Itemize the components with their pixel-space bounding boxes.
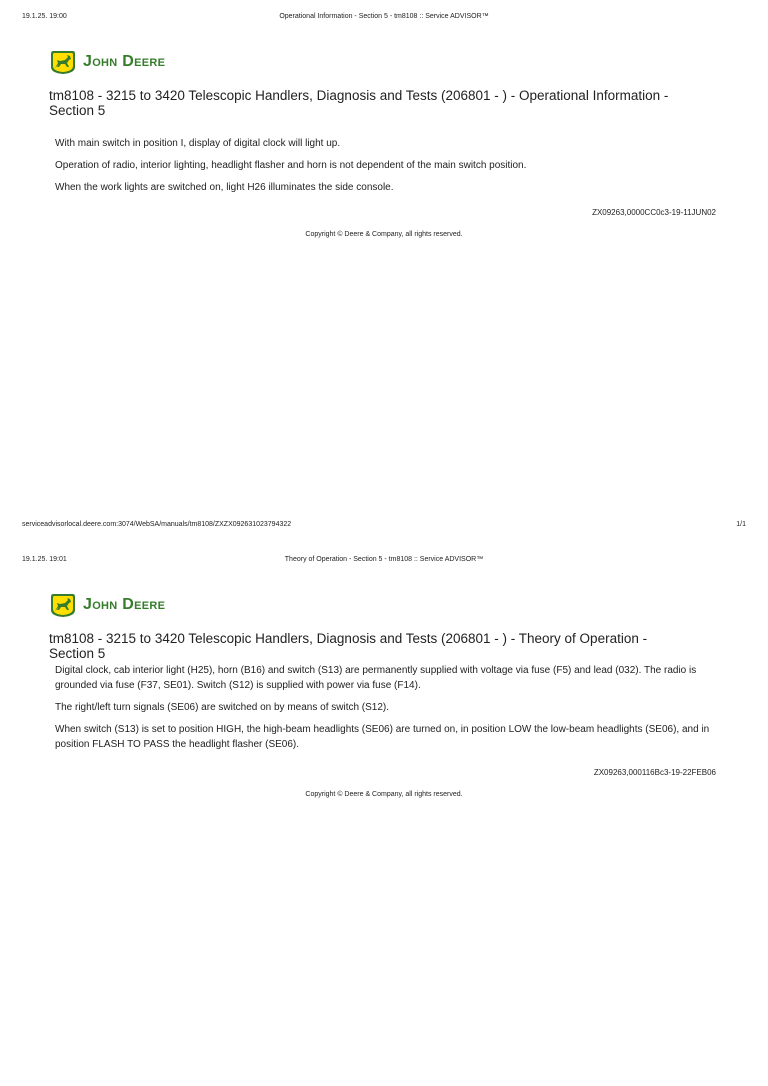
print-header bbox=[22, 13, 746, 23]
paragraph: Operation of radio, interior lighting, headlight flasher and horn is not dependent of the main switch position. bbox=[55, 160, 527, 171]
deer-logo-icon bbox=[49, 48, 77, 76]
paragraph: Digital clock, cab interior light (H25), horn (B16) and switch (S13) are permanently supplied with voltage via fuse (F5) and lead (032). The radio is grounded via fuse (F37, SE01). Switch (S12) is supplied with power via fuse (F14). bbox=[55, 665, 697, 691]
john-deere-logo[interactable] bbox=[49, 48, 165, 76]
content-body bbox=[55, 136, 718, 202]
john-deere-logo[interactable] bbox=[49, 591, 165, 619]
print-page-title: Operational Information - Section 5 - tm8108 :: Service ADVISOR™ bbox=[279, 13, 489, 20]
print-page-2 bbox=[0, 543, 768, 1086]
deer-logo-icon bbox=[49, 591, 77, 619]
footer-url[interactable]: serviceadvisorlocal.deere.com:3074/WebSA/manuals/tm8108/ZXZX092631023794322 bbox=[22, 521, 292, 528]
document-title: tm8108 - 3215 to 3420 Telescopic Handlers, Diagnosis and Tests (206801 - ) - Theory of Operation - Section 5 bbox=[49, 631, 648, 661]
copyright-notice: Copyright © Deere & Company, all rights reserved. bbox=[305, 791, 463, 798]
brand-name: John Deere bbox=[83, 596, 166, 613]
document-title: tm8108 - 3215 to 3420 Telescopic Handlers, Diagnosis and Tests (206801 - ) - Operational Information - Section 5 bbox=[49, 88, 669, 118]
paragraph: The right/left turn signals (SE06) are switched on by means of switch (S12). bbox=[55, 702, 390, 713]
brand-name: John Deere bbox=[83, 53, 166, 70]
copyright-notice: Copyright © Deere & Company, all rights reserved. bbox=[305, 231, 463, 238]
paragraph: When the work lights are switched on, light H26 illuminates the side console. bbox=[55, 182, 394, 193]
print-page-title: Theory of Operation - Section 5 - tm8108 :: Service ADVISOR™ bbox=[284, 556, 484, 563]
page-number: 1/1 bbox=[736, 521, 746, 528]
print-datetime: 19.1.25. 19:01 bbox=[22, 556, 67, 563]
reference-code: ZX09263,000116Bc3-19-22FEB06 bbox=[593, 768, 716, 777]
reference-code: ZX09263,0000CC0c3-19-11JUN02 bbox=[592, 208, 716, 217]
paragraph: With main switch in position I, display of digital clock will light up. bbox=[55, 138, 341, 149]
paragraph: When switch (S13) is set to position HIGH, the high-beam headlights (SE06) are turned on, in position LOW the low-beam headlights (SE06), and in position FLASH TO PASS the headlight flasher (SE06). bbox=[55, 724, 710, 750]
content-body bbox=[55, 663, 718, 759]
print-header bbox=[22, 556, 746, 566]
print-datetime: 19.1.25. 19:00 bbox=[22, 13, 67, 20]
